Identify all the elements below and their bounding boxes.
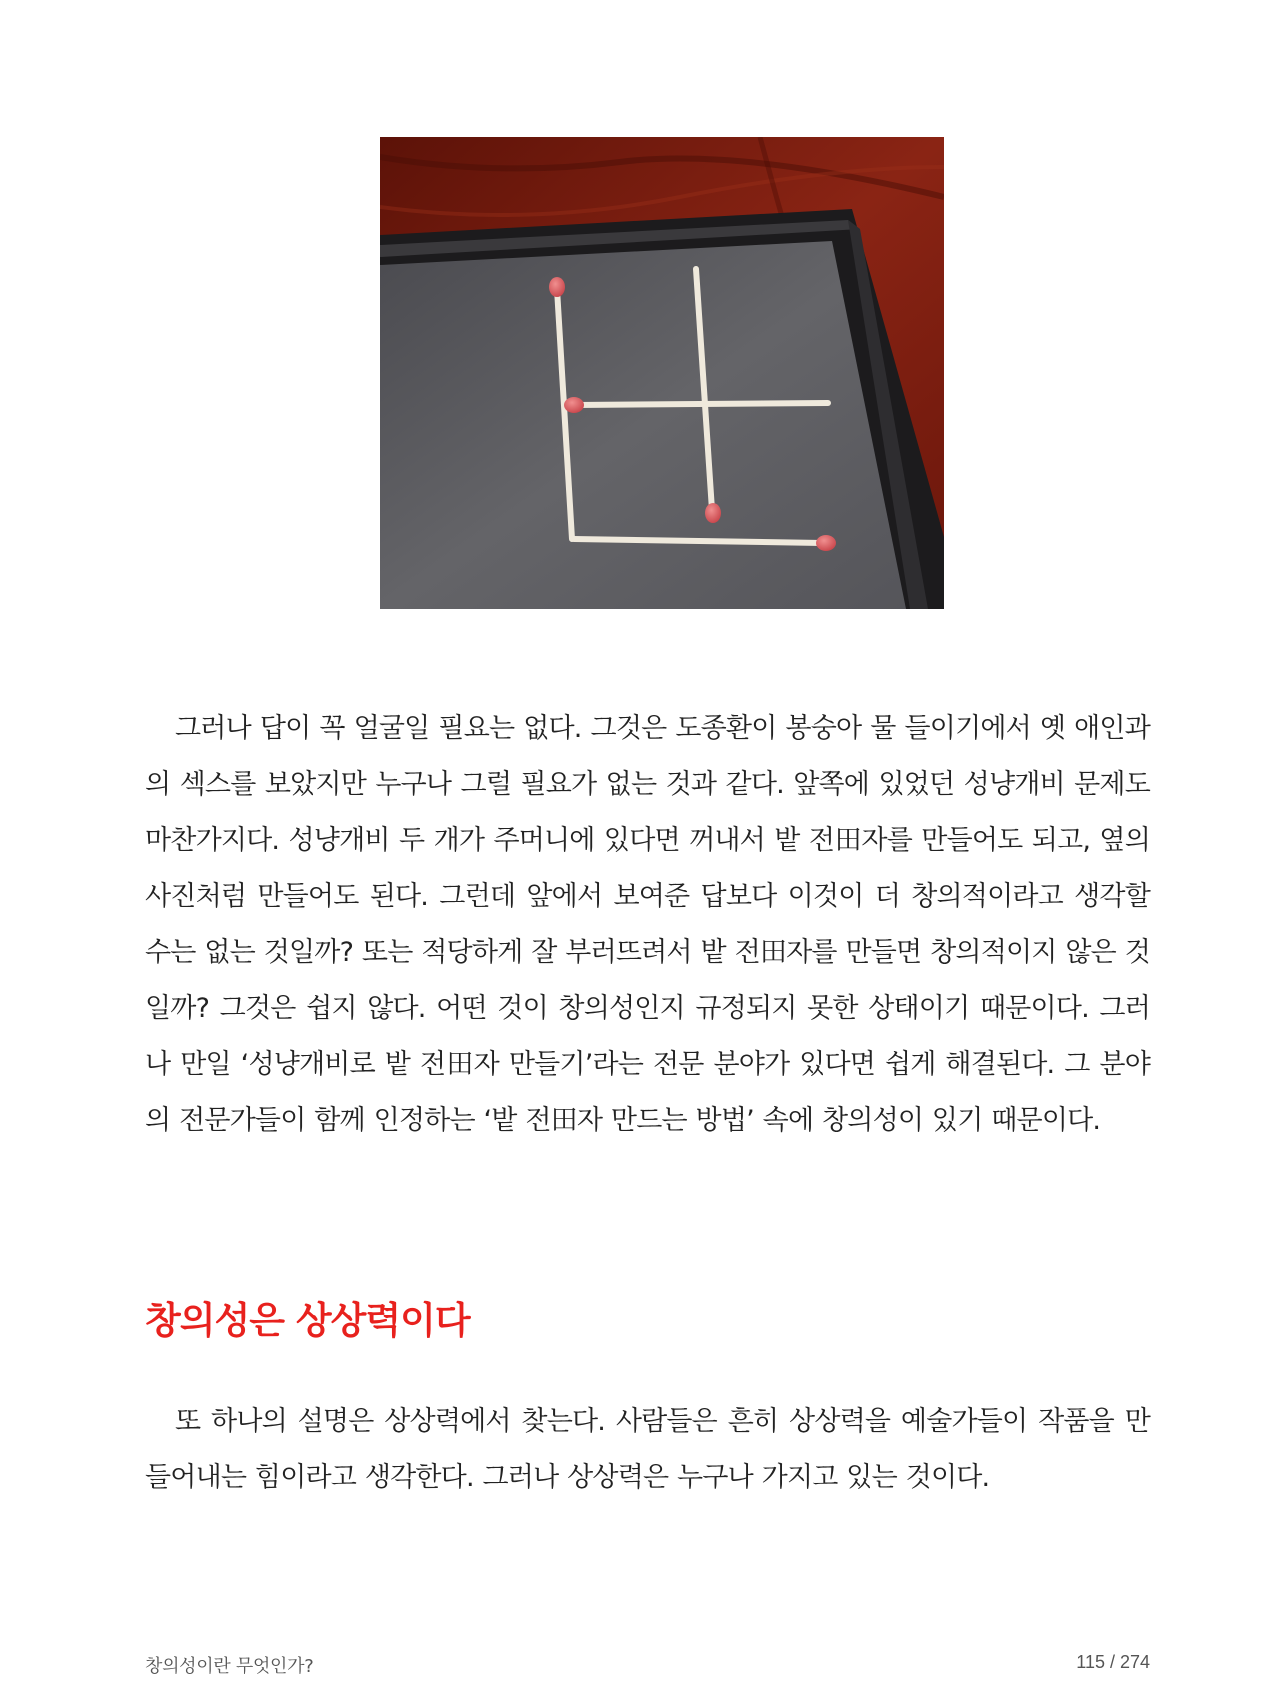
paragraph-text: 그러나 답이 꼭 얼굴일 필요는 없다. 그것은 도종환이 봉숭아 물 들이기에서 옛 애인과의 섹스를 보았지만 누구나 그럴 필요가 없는 것과 같다. 앞쪽에 있었던 성냥개비 문제도 마찬가지다. 성냥개비 두 개가 주머니에 있다면 꺼내서 밭 전田자를 만들어도 되고, 옆의 사진처럼 만들어도 된다. 그런데 앞에서 보여준 답보다 이것이 더 창의적이라고 생각할 수는 없는 것일까? 또는 적당하게 잘 부러뜨려서 밭 전田자를 만들면 창의적이지 않은 것일까? 그것은 쉽지 않다. 어떤 것이 창의성인지 규정되지 못한 상태이기 때문이다. 그러나 만일 ‘성냥개비로 밭 전田자 만들기’라는 전문 분야가 있다면 쉽게 해결된다. 그 분야의 전문가들이 함께 인정하는 ‘밭 전田자 만드는 방법’ 속에 창의성이 있기 때문이다.	[145, 713, 1150, 1136]
section-heading: 창의성은 상상력이다	[145, 1299, 470, 1342]
paragraph-text: 또 하나의 설명은 상상력에서 찾는다. 사람들은 흔히 상상력을 예술가들이 작품을 만들어내는 힘이라고 생각한다. 그러나 상상력은 누구나 가지고 있는 것이다.	[145, 1406, 1150, 1493]
match-head-icon	[705, 503, 721, 523]
footer-chapter-title: 창의성이란 무엇인가?	[145, 1656, 314, 1677]
match-head-icon	[816, 535, 836, 551]
match-head-icon	[549, 277, 565, 297]
box-felt	[380, 241, 906, 609]
body-paragraph-1	[145, 701, 1150, 1149]
matchstick-horizontal-bottom	[574, 539, 822, 543]
body-paragraph-2	[145, 1394, 1150, 1506]
footer-page-number: 115 / 274	[1076, 1652, 1150, 1672]
matchstick-puzzle-photo	[380, 137, 944, 609]
match-head-icon	[564, 397, 584, 413]
